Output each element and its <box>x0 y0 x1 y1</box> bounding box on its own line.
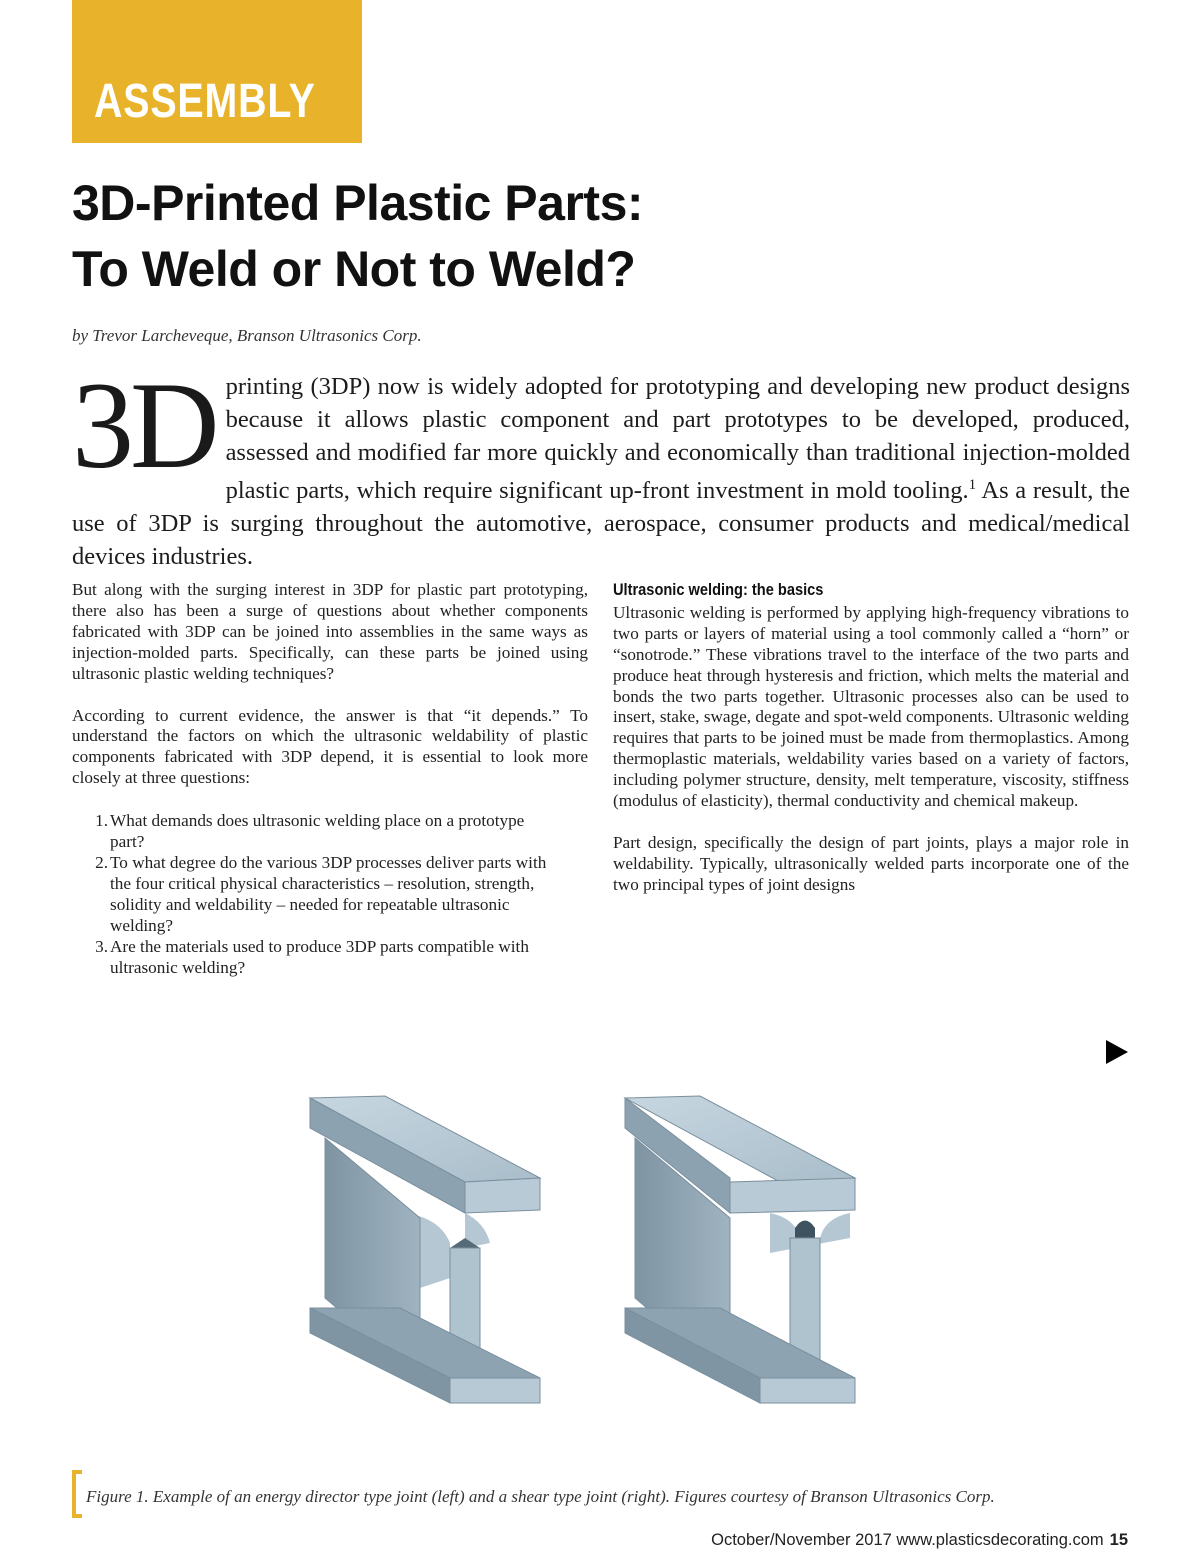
paragraph: According to current evidence, the answer is that “it depends.” To understand the factors on which the ultrasonic weldability of plastic components fabricated with 3DP depend, it is essential to look more closely at three questions: <box>72 705 588 788</box>
title-line-1: 3D-Printed Plastic Parts: <box>72 175 644 231</box>
list-number: 3. <box>95 936 108 956</box>
article-title <box>72 170 1132 302</box>
energy-director-beam <box>310 1096 540 1403</box>
lead-text-2: As a result, the use of 3DP is surging throughout the automotive, aerospace, consumer products and medical/medical devices industries. <box>72 477 1130 571</box>
caption-bracket-icon <box>72 1470 82 1518</box>
list-item <box>72 811 588 853</box>
list-text: Are the materials used to produce 3DP parts compatible with ultrasonic welding? <box>110 936 529 977</box>
shear-joint-beam <box>625 1096 855 1403</box>
footnote-marker: 1 <box>968 477 977 493</box>
byline: by Trevor Larcheveque, Branson Ultrasonics Corp. <box>72 326 422 345</box>
list-text: What demands does ultrasonic welding place on a prototype part? <box>110 811 525 852</box>
list-item <box>72 937 588 979</box>
page-number: 15 <box>1109 1531 1128 1549</box>
section-heading: Ultrasonic welding: the basics <box>613 580 824 599</box>
lead-text: printing (3DP) now is widely adopted for prototyping and developing new product designs because it allows plastic component and part prototypes to be developed, produced, assessed and modified far more quickly and economically than traditional injection-molded plastic parts, which require significant up-front investment in mold tooling. <box>225 373 1130 505</box>
right-column <box>613 580 1129 896</box>
caption-text: Figure 1. Example of an energy director type joint (left) and a shear type joint (right). Figures courtesy of Branson Ultrasonics Corp. <box>86 1486 995 1506</box>
list-number: 2. <box>95 852 108 872</box>
figure-caption <box>72 1474 995 1522</box>
figure-joint-illustration <box>290 1078 910 1423</box>
paragraph: But along with the surging interest in 3DP for plastic part prototyping, there also has been a surge of questions about whether components fabricated with 3DP can be joined into assemblies in the same ways as injection-molded parts. Specifically, can these parts be joined using ultrasonic plastic welding techniques? <box>72 580 588 683</box>
footer-issue: October/November 2017 www.plasticsdecorating.com <box>711 1531 1104 1549</box>
continue-arrow-icon <box>1106 1040 1128 1069</box>
list-item <box>72 853 588 937</box>
lead-paragraph <box>72 357 1130 573</box>
list-number: 1. <box>95 811 108 831</box>
title-line-2: To Weld or Not to Weld? <box>72 241 636 297</box>
paragraph: Part design, specifically the design of part joints, plays a major role in weldability. Typically, ultrasonically welded parts incorporate one of the two principal types of joint designs <box>613 832 1129 894</box>
drop-cap: 3D <box>72 357 216 494</box>
left-column <box>72 580 588 978</box>
section-label: ASSEMBLY <box>94 75 316 128</box>
section-tab <box>72 0 362 143</box>
paragraph: Ultrasonic welding is performed by applying high-frequency vibrations to two parts or layers of material using a tool commonly called a “horn” or “sonotrode.” These vibrations travel to the interface of the two parts and produce heat through hysteresis and friction, which melts the material and bonds the two parts together. Ultrasonic processes also can be used to insert, stake, swage, degate and spot-weld components. Ultrasonic welding requires that parts to be joined must be made from thermoplastics. Among thermoplastic materials, weldability varies based on a variety of factors, including polymer structure, density, melt temperature, viscosity, stiffness (modulus of elasticity), thermal conductivity and chemical makeup. <box>613 602 1129 811</box>
list-text: To what degree do the various 3DP processes deliver parts with the four critical physical characteristics – resolution, strength, solidity and weldability – needed for repeatable ultrasonic welding? <box>110 852 547 935</box>
question-list <box>72 811 588 978</box>
page-footer <box>711 1531 1128 1550</box>
